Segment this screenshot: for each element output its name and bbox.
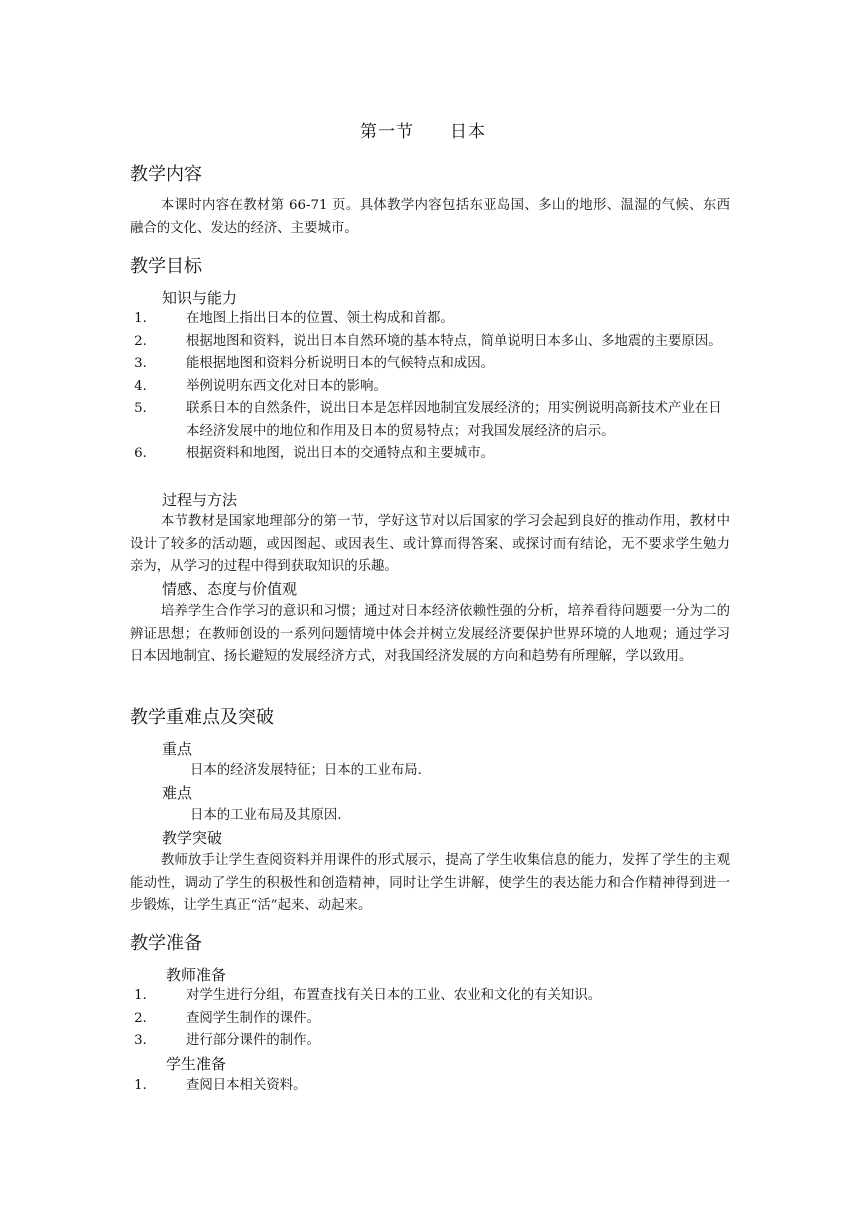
subheading-breakthrough: 教学突破: [162, 829, 223, 847]
list-item: 2． 查阅学生制作的课件。: [134, 1010, 320, 1026]
section-heading-key-points: 教学重难点及突破: [130, 707, 274, 728]
subheading-key-point: 重点: [162, 740, 193, 758]
section-heading-objectives: 教学目标: [130, 256, 202, 277]
list-item: 2． 根据地图和资料，说出日本自然环境的基本特点，简单说明日本多山、多地震的主要原因。: [134, 333, 722, 349]
attitude-paragraph: 培养学生合作学习的意识和习惯；通过对日本经济依赖性强的分析，培养看待问题要一分为二的辨证思想；在教师创设的一系列问题情境中体会并树立发展经济要保护世界环境的人地观；通过学习日本因地制宜、扬长避短的发展经济方式，对我国经济发展的方向和趋势有所理解，学以致用。: [130, 604, 730, 664]
list-item: 4． 举例说明东西文化对日本的影响。: [134, 378, 387, 394]
content-paragraph: 本课时内容在教材第 66-71 页。具体教学内容包括东亚岛国、多山的地形、温湿的气候、东西融合的文化、发达的经济、主要城市。: [130, 198, 730, 236]
difficulty-text: 日本的工业布局及其原因.: [190, 808, 342, 823]
list-item: 3． 能根据地图和资料分析说明日本的气候特点和成因。: [134, 356, 494, 371]
subheading-student-prep: 学生准备: [166, 1055, 227, 1073]
student-prep-list: [130, 1075, 732, 1098]
list-item: 5． 联系日本的自然条件，说出日本是怎样因地制宜发展经济的；用实例说明高新技术产业在日本经济发展中的地位和作用及日本的贸易特点；对我国发展经济的启示。: [134, 401, 722, 439]
process-paragraph: 本节教材是国家地理部分的第一节，学好这节对以后国家的学习会起到良好的推动作用，教材中设计了较多的活动题，或因图起、或因表生、或计算而得答案、或探讨而有结论，无不要求学生勉力亲为，从学习的过程中得到获取知识的乐趣。: [130, 514, 730, 574]
section-heading-content: 教学内容: [130, 164, 202, 185]
key-point-text: 日本的经济发展特征；日本的工业布局.: [190, 763, 422, 778]
subheading-knowledge: 知识与能力: [162, 289, 238, 307]
subheading-process: 过程与方法: [162, 491, 238, 509]
objectives-list: [130, 308, 732, 466]
section-heading-preparation: 教学准备: [130, 933, 202, 954]
subheading-teacher-prep: 教师准备: [166, 966, 227, 984]
page-title: 第一节 日本: [360, 122, 486, 142]
teacher-prep-list: [130, 985, 732, 1053]
list-item: 3． 进行部分课件的制作。: [134, 1033, 320, 1048]
subheading-attitude: 情感、态度与价值观: [162, 580, 298, 598]
list-item: 6． 根据资料和地图，说出日本的交通特点和主要城市。: [134, 446, 494, 461]
list-item: 1． 查阅日本相关资料。: [134, 1078, 307, 1093]
subheading-difficulty: 难点: [162, 784, 193, 802]
breakthrough-paragraph: 教师放手让学生查阅资料并用课件的形式展示，提高了学生收集信息的能力，发挥了学生的主观能动性，调动了学生的积极性和创造精神，同时让学生讲解，使学生的表达能力和合作精神得到进一步锻炼，让学生真正“活”起来、动起来。: [130, 853, 730, 913]
list-item: 1． 对学生进行分组，布置查找有关日本的工业、农业和文化的有关知识。: [134, 988, 602, 1003]
list-item: 1． 在地图上指出日本的位置、领土构成和首都。: [134, 311, 454, 326]
